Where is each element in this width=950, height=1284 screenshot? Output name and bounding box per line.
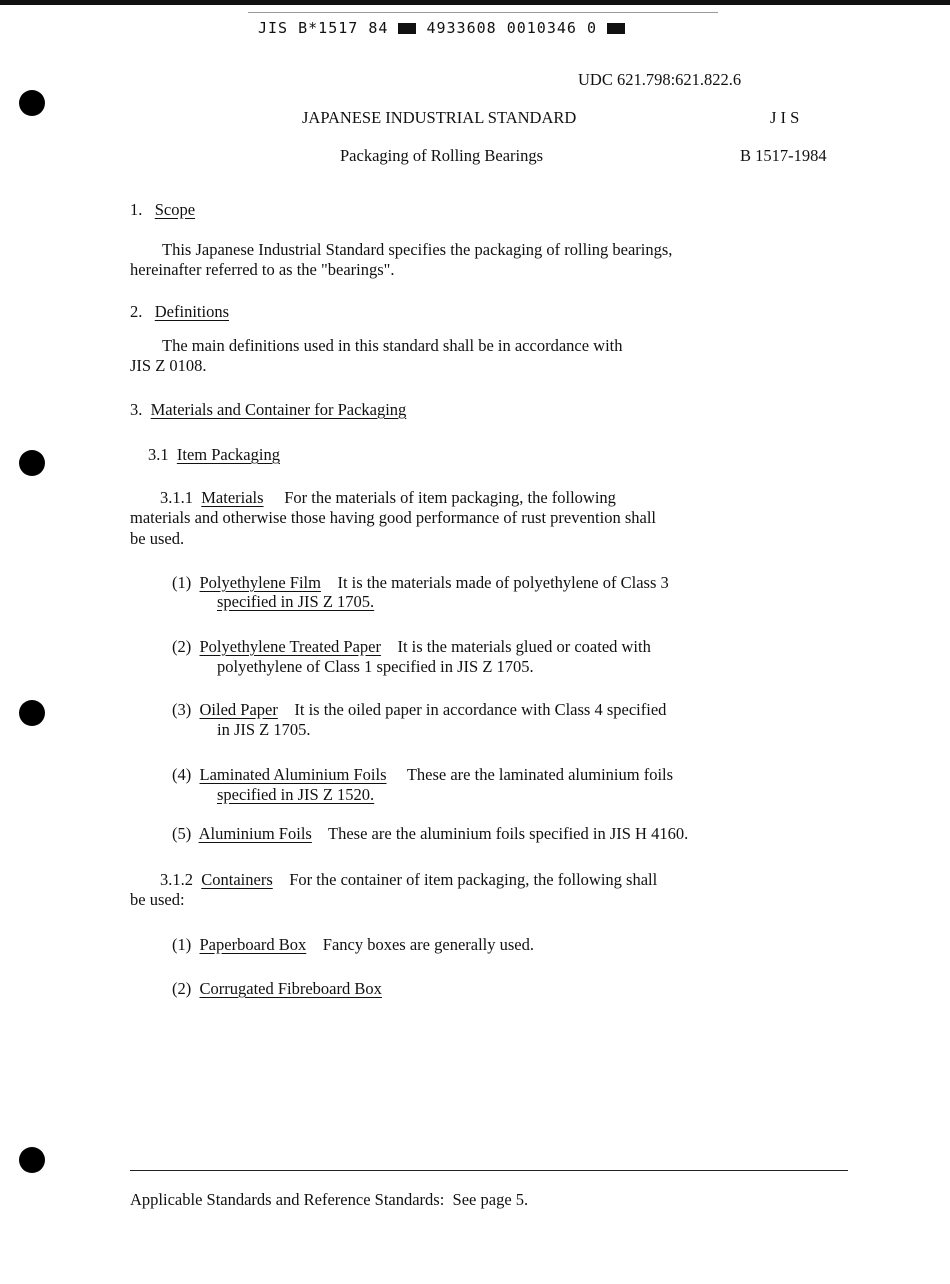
scan-header-rule <box>248 12 718 13</box>
redaction-block <box>398 23 416 34</box>
section-1-text: This Japanese Industrial Standard specifies the packaging of rolling bearings, <box>162 240 673 259</box>
header-code-left: JIS B*1517 84 <box>258 19 389 37</box>
container-item: (1) Paperboard Box Fancy boxes are generally used. <box>172 935 534 954</box>
container-item: (2) Corrugated Fibreboard Box <box>172 979 382 998</box>
material-item-cont: polyethylene of Class 1 specified in JIS Z 1705. <box>217 657 534 676</box>
section-3-1-1-text: be used. <box>130 529 185 548</box>
section-3-1-2-heading: 3.1.2 Containers For the container of item packaging, the following shall <box>160 870 658 889</box>
material-item: (1) Polyethylene Film It is the materials made of polyethylene of Class 3 <box>172 573 669 592</box>
material-item-cont: in JIS Z 1705. <box>217 720 311 739</box>
section-3-1-heading: 3.1 Item Packaging <box>148 445 280 464</box>
header-code-middle: 4933608 0010346 0 <box>426 19 597 37</box>
footnote: Applicable Standards and Reference Standards: See page 5. <box>130 1190 529 1209</box>
binder-hole <box>19 90 45 116</box>
material-item: (5) Aluminium Foils These are the aluminium foils specified in JIS H 4160. <box>172 824 689 843</box>
section-1-text: hereinafter referred to as the "bearings". <box>130 260 395 279</box>
section-2-text: The main definitions used in this standard shall be in accordance with <box>162 336 623 355</box>
section-3-1-1-text: materials and otherwise those having good performance of rust prevention shall <box>130 508 657 527</box>
binder-hole <box>19 700 45 726</box>
section-1-heading: 1. Scope <box>130 200 196 219</box>
binder-hole <box>19 1147 45 1173</box>
section-2-heading: 2. Definitions <box>130 302 229 321</box>
header-code <box>258 18 625 38</box>
material-item-cont: specified in JIS Z 1520. <box>217 785 375 804</box>
section-3-heading: 3. Materials and Container for Packaging <box>130 400 407 419</box>
standard-number: B 1517-1984 <box>740 146 827 165</box>
section-3-1-1-heading: 3.1.1 Materials For the materials of item packaging, the following <box>160 488 616 507</box>
redaction-block <box>607 23 625 34</box>
document-title: Packaging of Rolling Bearings <box>340 146 544 165</box>
organization-title: JAPANESE INDUSTRIAL STANDARD <box>302 108 577 127</box>
section-2-text: JIS Z 0108. <box>130 356 207 375</box>
scan-top-border <box>0 0 950 5</box>
binder-hole <box>19 450 45 476</box>
material-item: (3) Oiled Paper It is the oiled paper in accordance with Class 4 specified <box>172 700 667 719</box>
material-item: (2) Polyethylene Treated Paper It is the materials glued or coated with <box>172 637 651 656</box>
material-item: (4) Laminated Aluminium Foils These are the laminated aluminium foils <box>172 765 674 784</box>
material-item-cont: specified in JIS Z 1705. <box>217 592 375 611</box>
footnote-divider <box>130 1170 848 1171</box>
jis-label: J I S <box>770 108 800 127</box>
udc-code: UDC 621.798:621.822.6 <box>578 70 742 89</box>
section-3-1-2-text: be used: <box>130 890 185 909</box>
